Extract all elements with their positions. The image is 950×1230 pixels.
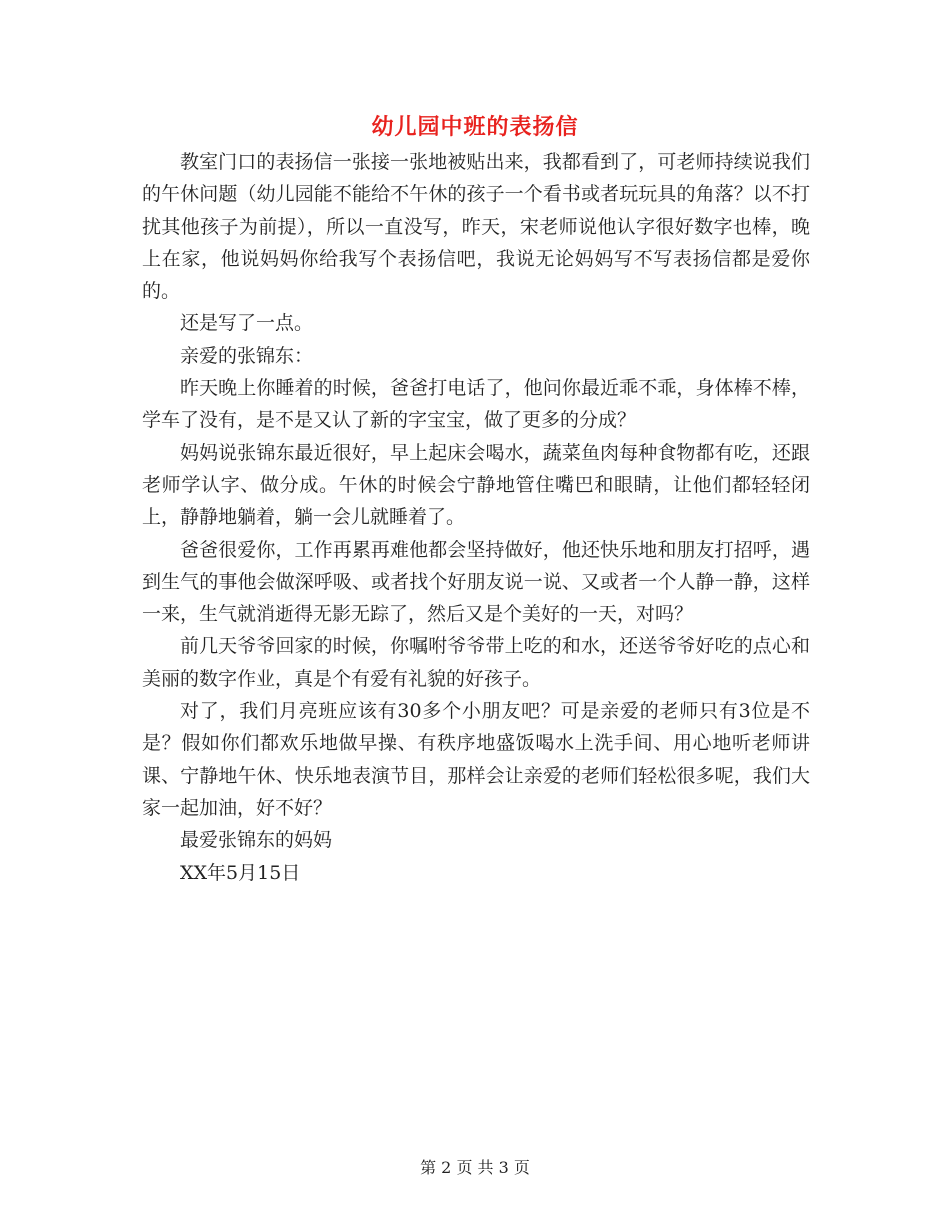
letter-date: XX年5月15日 (180, 861, 301, 884)
page-number: 第 2 页 共 3 页 (420, 1158, 530, 1177)
paragraph-mother-report: 妈妈说张锦东最近很好，早上起床会喝水，蔬菜鱼肉每种食物都有吃，还跟老师学认字、做分成。午休的时候会宁静地管住嘴巴和眼睛，让他们都轻轻闭上，静静地躺着，躺一会儿就睡着了。 (142, 441, 810, 529)
paragraph-father-love: 爸爸很爱你，工作再累再难他都会坚持做好，他还快乐地和朋友打招呼，遇到生气的事他会做深呼吸、或者找个好朋友说一说、又或者一个人静一静，这样一来，生气就消逝得无影无踪了，然后又是个美好的一天，对吗？ (142, 538, 810, 626)
paragraph-intro: 教室门口的表扬信一张接一张地被贴出来，我都看到了，可老师持续说我们的午休问题（幼儿园能不能给不午休的孩子一个看书或者玩玩具的角落？以不打扰其他孩子为前提），所以一直没写，昨天，宋老师说他认字很好数字也棒，晚上在家，他说妈妈你给我写个表扬信吧，我说无论妈妈写不写表扬信都是爱你的。 (142, 151, 810, 303)
paragraph-class: 对了，我们月亮班应该有30多个小朋友吧？可是亲爱的老师只有3位是不是？假如你们都欢乐地做早操、有秩序地盛饭喝水上洗手间、用心地听老师讲课、宁静地午休、快乐地表演节目，那样会让亲爱的老师们轻松很多呢，我们大家一起加油，好不好？ (142, 700, 810, 819)
letter-body (142, 146, 810, 889)
paragraph-grandpa: 前几天爷爷回家的时候，你嘱咐爷爷带上吃的和水，还送爷爷好吃的点心和美丽的数字作业，真是个有爱有礼貌的好孩子。 (142, 635, 810, 690)
salutation: 亲爱的张锦东： (180, 344, 314, 367)
paragraph-father-call: 昨天晚上你睡着的时候，爸爸打电话了，他问你最近乖不乖，身体棒不棒，学车了没有，是不是又认了新的字宝宝，做了更多的分成？ (142, 377, 810, 432)
signature: 最爱张锦东的妈妈 (180, 829, 333, 852)
document-title: 幼儿园中班的表扬信 (371, 114, 579, 140)
paragraph-note: 还是写了一点。 (180, 312, 314, 335)
